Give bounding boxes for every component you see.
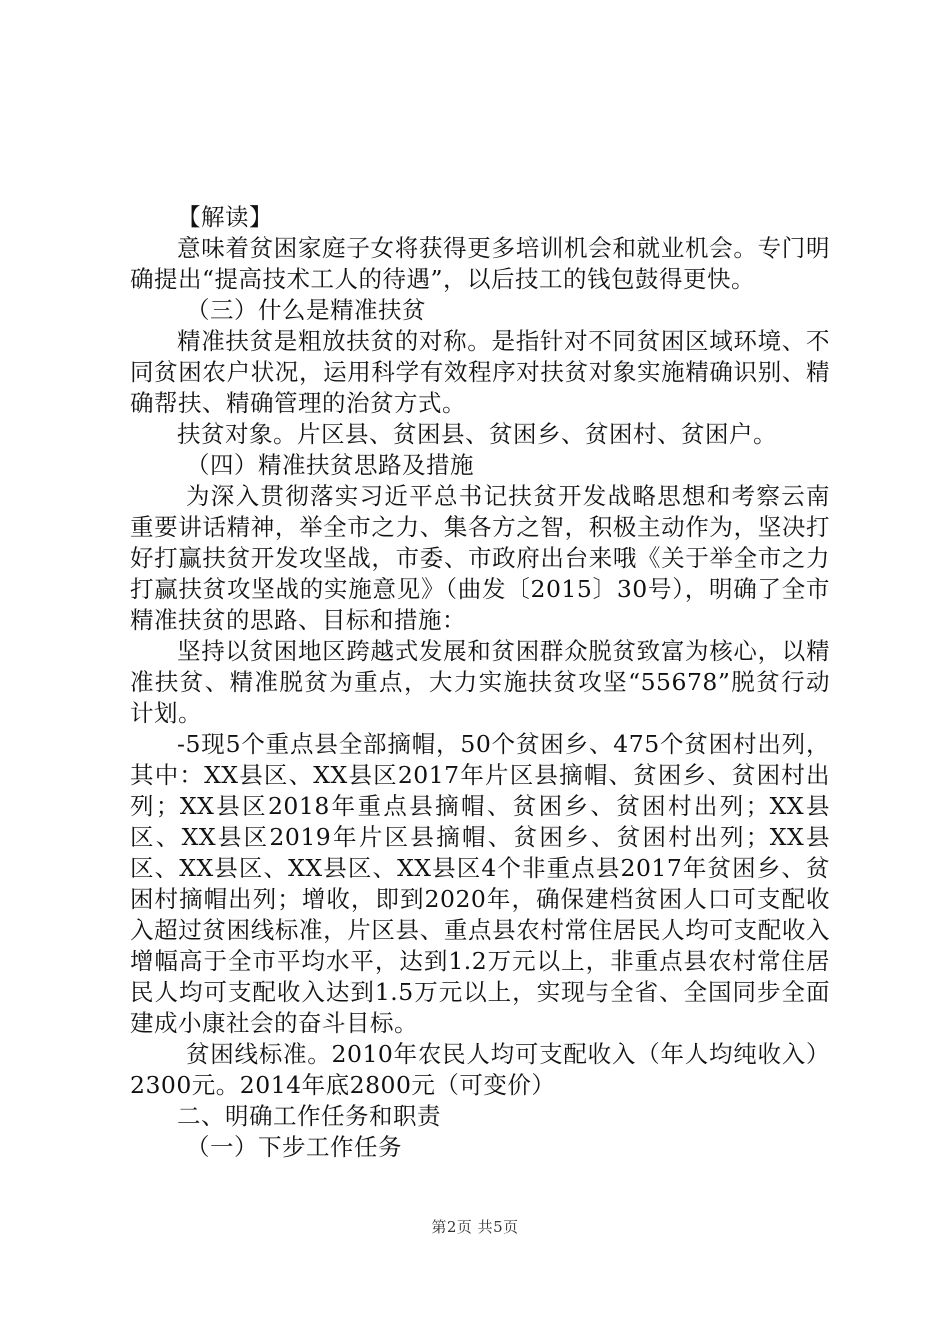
paragraph-implementation: 为深入贯彻落实习近平总书记扶贫开发战略思想和考察云南重要讲话精神，举全市之力、集各方之智，积极主动作为，坚决打好打赢扶贫开发攻坚战，市委、市政府出台来哦《关于举全市之力打赢扶贫攻坚战的实施意见》（曲发〔2015〕30号），明确了全市精准扶贫的思路、目标和措施：	[130, 482, 830, 634]
heading-section-4: （四）精准扶贫思路及措施	[186, 451, 474, 479]
heading-subsection-1: （一）下步工作任务	[186, 1133, 402, 1161]
heading-part-2: 二、明确工作任务和职责	[177, 1102, 441, 1130]
paragraph-poverty-line: 贫困线标准。2010年农民人均可支配收入（年人均纯收入）2300元。2014年底2800元（可变价）	[130, 1040, 830, 1099]
heading-section-3: （三）什么是精准扶贫	[186, 296, 426, 324]
paragraph-core-principle: 坚持以贫困地区跨越式发展和贫困群众脱贫致富为核心，以精准扶贫、精准脱贫为重点，大力实施扶贫攻坚“55678”脱贫行动计划。	[130, 637, 830, 727]
paragraph-training: 意味着贫困家庭子女将获得更多培训机会和就业机会。专门明确提出“提高技术工人的待遇”，以后技工的钱包鼓得更快。	[130, 234, 830, 293]
document-body	[130, 202, 830, 1163]
paragraph-definition: 精准扶贫是粗放扶贫的对称。是指针对不同贫困区域环境、不同贫困农户状况，运用科学有效程序对扶贫对象实施精确识别、精确帮扶、精确管理的治贫方式。	[130, 327, 830, 417]
paragraph-goals: -5现5个重点县全部摘帽，50个贫困乡、475个贫困村出列，其中：XX县区、XX县区2017年片区县摘帽、贫困乡、贫困村出列；XX县区2018年重点县摘帽、贫困乡、贫困村出列；XX县区、XX县区2019年片区县摘帽、贫困乡、贫困村出列；XX县区、XX县区、XX县区、XX县区4个非重点县2017年贫困乡、贫困村摘帽出列；增收，即到2020年，确保建档贫困人口可支配收入超过贫困线标准，片区县、重点县农村常住居民人均可支配收入增幅高于全市平均水平，达到1.2万元以上，非重点县农村常住居民人均可支配收入达到1.5万元以上，实现与全省、全国同步全面建成小康社会的奋斗目标。	[130, 730, 830, 1037]
page-number-footer: 第2页 共5页	[431, 1218, 519, 1236]
heading-interpretation: 【解读】	[177, 203, 273, 231]
paragraph-targets: 扶贫对象。片区县、贫困县、贫困乡、贫困村、贫困户。	[177, 420, 777, 448]
